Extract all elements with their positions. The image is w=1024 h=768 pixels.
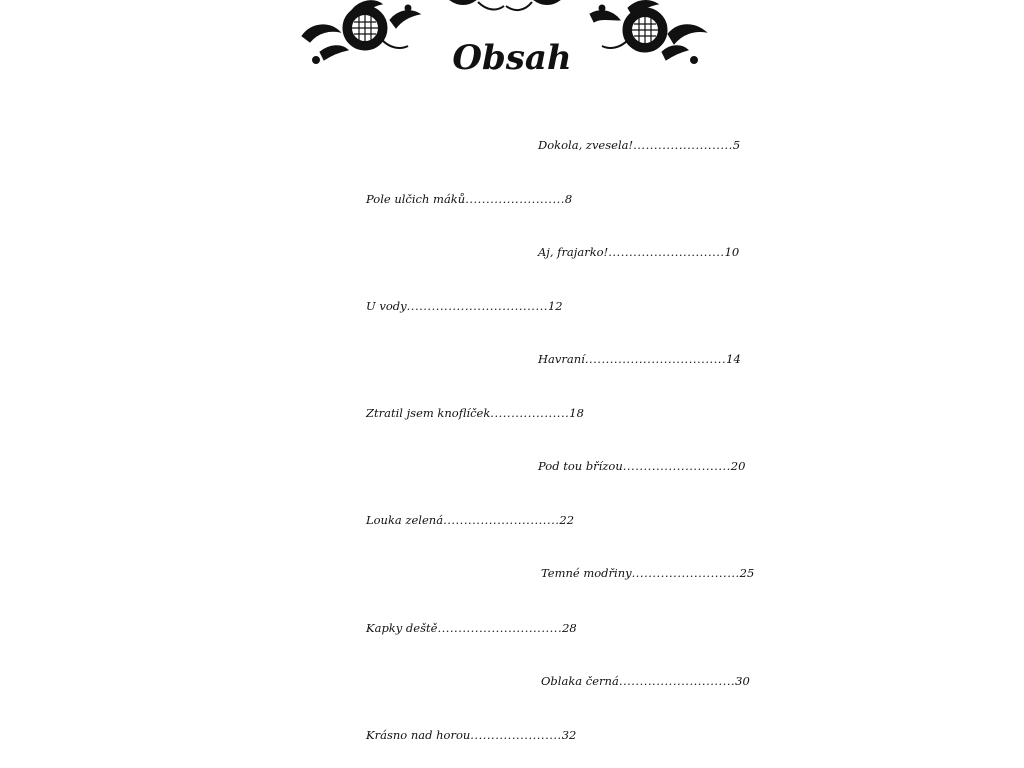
toc-entry <box>366 192 572 206</box>
toc-leader-dots: ........................ <box>465 192 565 206</box>
toc-leader-dots: ................... <box>490 406 570 420</box>
toc-entry-title: U vody <box>366 299 407 313</box>
toc-entry <box>366 406 584 420</box>
toc-entry-page: 10 <box>724 245 740 259</box>
toc-entry-page: 20 <box>730 459 746 473</box>
toc-entry-page: 30 <box>735 674 750 688</box>
toc-entry-page: 14 <box>726 352 741 366</box>
toc-leader-dots: ........................ <box>633 138 733 152</box>
toc-leader-dots: ............................ <box>443 513 560 527</box>
toc-entry-page: 18 <box>569 406 584 420</box>
toc-entry <box>366 728 576 742</box>
toc-leader-dots: ............................ <box>618 674 736 688</box>
toc-leader-dots: .......................... <box>622 459 731 473</box>
toc-entry <box>366 621 577 635</box>
toc-entry-page: 32 <box>561 728 577 742</box>
toc-entry-title: Dokola, zvesela! <box>538 138 634 152</box>
toc-entry-page: 22 <box>559 513 575 527</box>
toc-entry-title: Oblaka černá <box>541 674 619 688</box>
toc-entry-page: 8 <box>564 192 573 206</box>
toc-entry <box>538 459 745 473</box>
toc-entry-title: Temné modřiny <box>541 566 632 580</box>
toc-entry-title: Aj, frajarko! <box>538 245 609 259</box>
toc-entry <box>538 138 740 152</box>
toc-entry-title: Pole ulčich máků <box>366 192 466 206</box>
toc-entry-page: 5 <box>732 138 741 152</box>
toc-entry-title: Louka zelená <box>366 513 444 527</box>
toc-entry <box>541 674 750 688</box>
toc-entry-page: 28 <box>562 621 577 635</box>
toc-entry-title: Havraní <box>538 352 585 366</box>
toc-entry <box>541 566 754 580</box>
toc-leader-dots: ............................ <box>608 245 725 259</box>
toc-entry <box>366 299 563 313</box>
toc-leader-dots: .......................... <box>631 566 740 580</box>
toc-leader-dots: .................................. <box>584 352 727 366</box>
toc-leader-dots: ...................... <box>470 728 562 742</box>
toc-entry <box>538 352 741 366</box>
page-title: Obsah <box>452 38 572 78</box>
toc-entry-title: Ztratil jsem knoflíček <box>366 406 491 420</box>
toc-leader-dots: .............................. <box>437 621 563 635</box>
toc-entry <box>366 513 574 527</box>
toc-entry <box>538 245 739 259</box>
toc-entry-title: Krásno nad horou <box>366 728 471 742</box>
toc-entry-title: Kapky deště <box>366 621 438 635</box>
toc-entry-title: Pod tou břízou <box>538 459 623 473</box>
toc-entry-page: 25 <box>739 566 755 580</box>
toc-entry-page: 12 <box>547 299 563 313</box>
toc-leader-dots: .................................. <box>406 299 548 313</box>
